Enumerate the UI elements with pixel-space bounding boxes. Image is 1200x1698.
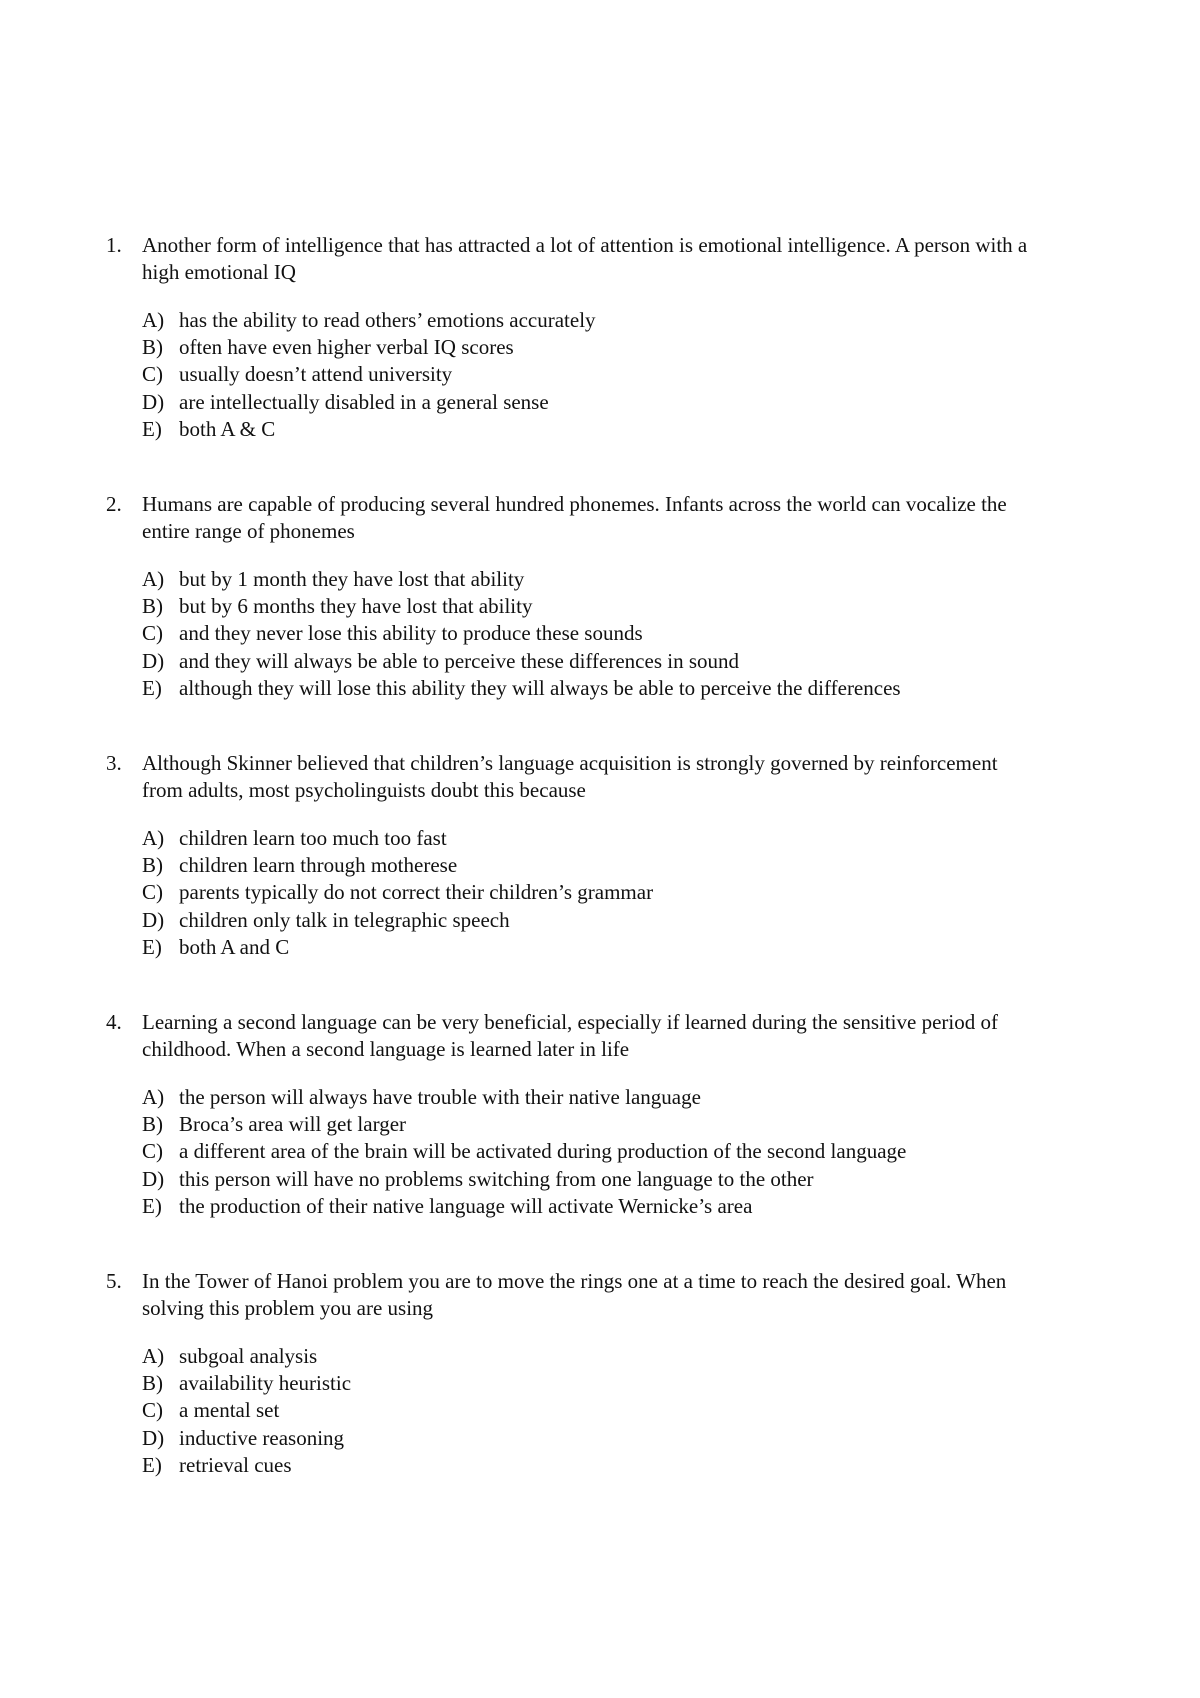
answer-option (142, 307, 1046, 334)
answer-options (106, 1084, 1046, 1220)
option-text: and they will always be able to perceive these differences in sound (179, 648, 739, 673)
question-1 (106, 232, 1046, 443)
option-text: availability heuristic (179, 1371, 352, 1396)
option-letter: E) (142, 416, 162, 441)
answer-option (142, 825, 1046, 852)
option-text: but by 1 month they have lost that ability (179, 567, 525, 592)
option-letter: A) (142, 826, 165, 851)
option-text: has the ability to read others’ emotions accurately (179, 308, 596, 332)
question-number: 1. (106, 233, 122, 257)
answer-option (142, 1111, 1046, 1138)
option-text: the production of their native language will activate Wernicke’s area (179, 1193, 753, 1218)
question-number: 4. (106, 1010, 122, 1035)
answer-options (106, 566, 1046, 702)
answer-option (142, 1166, 1046, 1193)
option-text: and they never lose this ability to produce these sounds (179, 621, 643, 646)
option-letter: B) (142, 594, 163, 619)
question-stem: Learning a second language can be very beneficial, especially if learned during the sensitive period of childhood. When a second language is learned later in life (142, 1010, 998, 1062)
question-stem: Another form of intelligence that has attracted a lot of attention is emotional intelligence. A person with a high emotional IQ (142, 233, 1028, 284)
answer-option (142, 416, 1046, 443)
option-letter: A) (142, 567, 165, 592)
question-number: 5. (106, 1269, 122, 1294)
question-stem: Humans are capable of producing several hundred phonemes. Infants across the world can vocalize the entire range of phonemes (142, 492, 1007, 544)
option-letter: A) (142, 1085, 165, 1110)
option-letter: C) (142, 621, 163, 646)
option-text: subgoal analysis (179, 1344, 318, 1369)
answer-option (142, 1193, 1046, 1220)
option-letter: A) (142, 308, 165, 332)
answer-options (106, 825, 1046, 961)
answer-option (142, 361, 1046, 388)
option-letter: B) (142, 335, 163, 360)
option-letter: E) (142, 1452, 162, 1477)
question-2 (106, 491, 1046, 702)
answer-options (106, 1343, 1046, 1479)
question-number: 3. (106, 751, 122, 776)
answer-option (142, 1370, 1046, 1397)
option-text: children learn too much too fast (179, 826, 447, 851)
question-stem: Although Skinner believed that children’s language acquisition is strongly governed by reinforcement from adults, most psycholinguists doubt this because (142, 751, 998, 803)
option-text: although they will lose this ability they will always be able to perceive the differences (179, 675, 901, 700)
answer-option (142, 1425, 1046, 1452)
answer-option (142, 334, 1046, 361)
answer-option (142, 1138, 1046, 1165)
option-text: but by 6 months they have lost that ability (179, 594, 533, 619)
option-text: retrieval cues (179, 1452, 292, 1477)
option-letter: B) (142, 853, 163, 878)
answer-option (142, 389, 1046, 416)
option-text: parents typically do not correct their children’s grammar (179, 880, 654, 905)
option-text: children only talk in telegraphic speech (179, 907, 510, 932)
answer-option (142, 593, 1046, 620)
answer-option (142, 1452, 1046, 1479)
option-letter: C) (142, 880, 163, 905)
question-5 (106, 1268, 1046, 1479)
option-text: often have even higher verbal IQ scores (179, 335, 514, 360)
option-text: children learn through motherese (179, 853, 458, 878)
option-letter: C) (142, 1139, 163, 1164)
answer-option (142, 907, 1046, 934)
option-letter: E) (142, 1193, 162, 1218)
question-number: 2. (106, 492, 122, 517)
option-letter: D) (142, 907, 165, 932)
answer-option (142, 934, 1046, 961)
option-text: a different area of the brain will be activated during production of the second language (179, 1139, 907, 1164)
option-text: inductive reasoning (179, 1425, 345, 1450)
answer-option (142, 1343, 1046, 1370)
question-3 (106, 750, 1046, 961)
option-letter: D) (142, 389, 165, 414)
answer-option (142, 879, 1046, 906)
answer-option (142, 648, 1046, 675)
answer-option (142, 1397, 1046, 1424)
question-4 (106, 1009, 1046, 1220)
option-letter: D) (142, 1425, 165, 1450)
option-letter: D) (142, 1166, 165, 1191)
question-list (106, 232, 1046, 1527)
option-text: are intellectually disabled in a general sense (179, 389, 549, 414)
option-letter: E) (142, 675, 162, 700)
option-letter: C) (142, 1398, 163, 1423)
option-text: this person will have no problems switching from one language to the other (179, 1166, 814, 1191)
option-text: Broca’s area will get larger (179, 1112, 407, 1137)
option-letter: C) (142, 362, 163, 387)
option-text: both A & C (179, 416, 276, 441)
option-letter: B) (142, 1371, 163, 1396)
answer-option (142, 566, 1046, 593)
option-text: the person will always have trouble with their native language (179, 1085, 701, 1110)
option-text: usually doesn’t attend university (179, 362, 453, 387)
option-letter: D) (142, 648, 165, 673)
option-letter: A) (142, 1344, 165, 1369)
option-letter: B) (142, 1112, 163, 1137)
answer-option (142, 1084, 1046, 1111)
answer-option (142, 620, 1046, 647)
question-stem: In the Tower of Hanoi problem you are to move the rings one at a time to reach the desired goal. When solving this problem you are using (142, 1269, 1007, 1321)
option-text: a mental set (179, 1398, 280, 1423)
answer-options (106, 307, 1046, 443)
option-text: both A and C (179, 934, 290, 959)
option-letter: E) (142, 934, 162, 959)
answer-option (142, 852, 1046, 879)
answer-option (142, 675, 1046, 702)
